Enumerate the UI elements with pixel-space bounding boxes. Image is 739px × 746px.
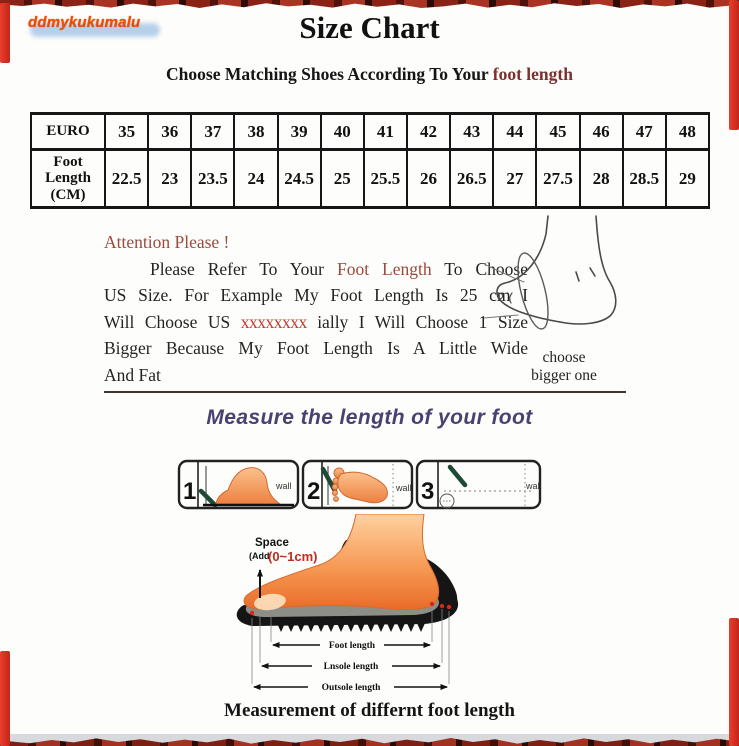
outsole-length-label: Outsole length: [321, 683, 381, 693]
size-cell: 42: [407, 114, 450, 150]
attention-line-4: Bigger Because My Foot Length Is A Little Wide: [104, 338, 528, 358]
row-header-line: Length: [45, 170, 91, 187]
pencil-icon: [201, 491, 215, 505]
size-cell: 39: [278, 114, 321, 150]
foot-sketch-back-leg: [560, 216, 616, 324]
foot-length-row: [31, 150, 709, 208]
foot-length-label: Foot length: [328, 641, 376, 651]
size-cell: 27.5: [536, 150, 579, 208]
size-cell: 26: [407, 150, 450, 208]
size-cell: 24: [234, 150, 277, 208]
heel-marker-dot: [440, 604, 444, 608]
attention-text: Will Choose US: [104, 311, 241, 332]
foot-sketch-illustration: [484, 214, 644, 348]
wall-label: wall: [526, 481, 542, 491]
choose-bigger-note: [502, 349, 626, 385]
heel-marker-dot: [447, 605, 451, 609]
subtitle: [0, 64, 739, 85]
ankle-dash-1: [576, 272, 579, 281]
size-cell: 45: [536, 114, 579, 150]
attention-text: Please Refer To Your: [150, 258, 337, 279]
wall-label: wall: [276, 481, 292, 491]
step-2-panel: [303, 461, 412, 508]
size-cell: 37: [191, 114, 234, 150]
size-cell: 29: [666, 150, 709, 208]
red-bar-top-right: [729, 0, 739, 130]
size-cell: 23.5: [191, 150, 234, 208]
size-cell: 41: [364, 114, 407, 150]
subtitle-highlight: foot length: [492, 64, 573, 84]
size-cell: 22.5: [105, 150, 148, 208]
red-bar-top-left: [0, 3, 10, 63]
size-cell: 23: [148, 150, 191, 208]
attention-line-5: And Fat: [104, 364, 161, 385]
step-3-panel: [417, 461, 542, 508]
divider-line: [104, 391, 626, 393]
size-cell: 27: [493, 150, 536, 208]
size-cell: 48: [666, 114, 709, 150]
size-cell: 28.5: [623, 150, 666, 208]
attention-redacted-text: xxxxxxxx: [240, 311, 307, 332]
row-header-line: Foot: [53, 153, 83, 170]
size-cell: 26.5: [450, 150, 493, 208]
size-cell: 43: [450, 114, 493, 150]
size-cell: 44: [493, 114, 536, 150]
size-chart-table: [30, 112, 710, 209]
watermark-text: ddmykukumalu: [28, 14, 141, 31]
attention-text: ially I Will Choose 1 Size: [306, 311, 528, 332]
step-3-number: 3: [421, 478, 435, 505]
size-cell: 25: [321, 150, 364, 208]
size-cell: 28: [580, 150, 623, 208]
pointer-line-bottom: [484, 315, 518, 318]
attention-text: To Choose: [431, 258, 528, 279]
size-cell: 46: [580, 114, 623, 150]
foot-sketch-toe-crease: [510, 293, 512, 303]
step-diagrams: [176, 458, 544, 512]
attention-heading: Attention Please !: [104, 232, 230, 252]
outsole-tread: [276, 616, 426, 632]
space-label: Space: [255, 537, 289, 549]
size-cell: 47: [623, 114, 666, 150]
heel-marker-dot: [430, 602, 434, 606]
footprint-icon: [332, 468, 387, 503]
attention-foot-length-highlight: Foot Length: [336, 258, 432, 279]
foot-length-header-cell: [31, 150, 105, 208]
red-bar-bottom-left: [0, 651, 10, 746]
attention-line-1: [104, 256, 528, 283]
pencil-icon: [450, 467, 465, 485]
measure-heading: Measure the length of your foot: [206, 406, 533, 429]
choose-note-line: bigger one: [531, 367, 597, 384]
size-cell: 40: [321, 114, 364, 150]
watermark: [28, 14, 140, 31]
foot-sketch-sole: [497, 216, 560, 322]
euro-header-cell: EURO: [31, 114, 105, 150]
size-cell: 38: [234, 114, 277, 150]
ankle-dash-2: [590, 268, 595, 276]
foot-side-icon: [216, 468, 280, 504]
red-bar-bottom-right: [729, 618, 739, 746]
space-add-value: (0~1cm): [268, 549, 318, 564]
attention-line-3: [104, 309, 528, 336]
euro-row: [31, 114, 709, 150]
size-cell: 24.5: [278, 150, 321, 208]
choose-note-line: choose: [542, 349, 586, 366]
foot-measurement-diagram: [228, 514, 478, 702]
step-2-number: 2: [307, 478, 321, 505]
step-1-panel: [179, 461, 298, 508]
bottom-caption: Measurement of differnt foot length: [224, 700, 515, 721]
torn-edge-top: [0, 0, 739, 8]
subtitle-prefix: Choose Matching Shoes According To Your: [166, 64, 493, 84]
space-add-label: (Add: [249, 551, 270, 561]
step-1-number: 1: [183, 478, 197, 505]
row-header-line: (CM): [50, 186, 86, 203]
page-title: Size Chart: [299, 10, 440, 45]
size-cell: 36: [148, 114, 191, 150]
size-cell: 25.5: [364, 150, 407, 208]
toe-marker-dot: [250, 611, 254, 615]
wall-label: wall: [396, 483, 412, 493]
attention-line-2: US Size. For Example My Foot Length Is 25 cm I: [104, 285, 528, 305]
insole-length-label: Lnsole length: [323, 662, 379, 672]
size-cell: 35: [105, 114, 148, 150]
attention-note: [104, 229, 528, 388]
